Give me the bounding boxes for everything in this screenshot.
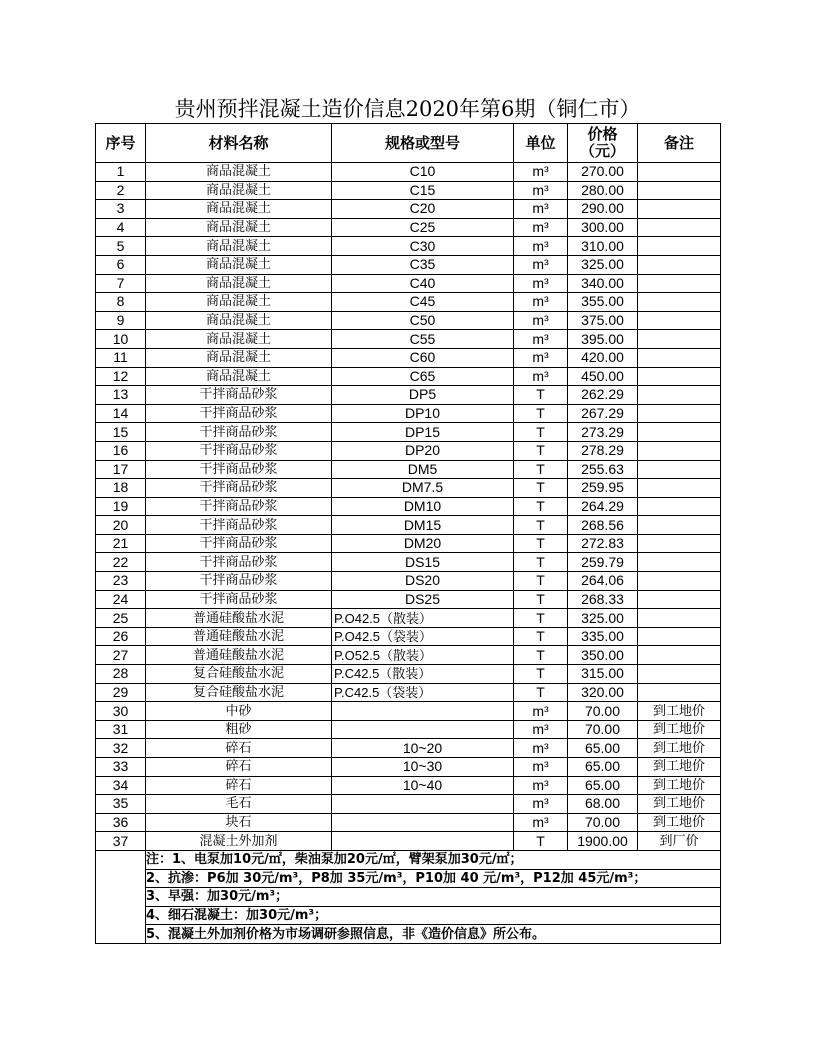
price-cell: 320.00 [568, 683, 638, 702]
unit-cell: T [514, 683, 568, 702]
spec-model-cell: C15 [332, 181, 514, 200]
remark-cell: 到工地价 [638, 795, 721, 814]
price-cell: 270.00 [568, 163, 638, 182]
spec-model-cell: P.O42.5（散装） [332, 609, 514, 628]
price-cell: 259.95 [568, 479, 638, 498]
row-number-cell: 32 [96, 739, 146, 758]
unit-cell: T [514, 590, 568, 609]
row-number-cell: 10 [96, 330, 146, 349]
material-name-cell: 中砂 [146, 702, 332, 721]
table-row [96, 832, 721, 851]
note-text: 5、混凝土外加剂价格为市场调研参照信息，非《造价信息》所公布。 [146, 925, 721, 944]
table-row [96, 720, 721, 739]
material-name-cell: 商品混凝土 [146, 163, 332, 182]
material-name-cell: 普通硅酸盐水泥 [146, 646, 332, 665]
row-number-cell: 9 [96, 311, 146, 330]
remark-cell [638, 627, 721, 646]
price-cell: 280.00 [568, 181, 638, 200]
spec-model-cell: C10 [332, 163, 514, 182]
table-row [96, 479, 721, 498]
spec-model-cell: P.C42.5（袋装） [332, 683, 514, 702]
table-row [96, 497, 721, 516]
remark-cell: 到工地价 [638, 776, 721, 795]
material-name-cell: 干拌商品砂浆 [146, 479, 332, 498]
price-cell: 268.56 [568, 516, 638, 535]
table-row [96, 348, 721, 367]
table-row [96, 460, 721, 479]
table-row [96, 163, 721, 182]
unit-cell: m³ [514, 255, 568, 274]
table-row [96, 534, 721, 553]
row-number-cell: 4 [96, 218, 146, 237]
remark-cell [638, 460, 721, 479]
remark-cell [638, 646, 721, 665]
row-number-cell: 13 [96, 386, 146, 405]
row-number-cell: 18 [96, 479, 146, 498]
spec-model-cell: C60 [332, 348, 514, 367]
spec-model-cell: C40 [332, 274, 514, 293]
row-number-cell: 34 [96, 776, 146, 795]
note-row [96, 906, 721, 925]
unit-cell: m³ [514, 702, 568, 721]
spec-model-cell: DM7.5 [332, 479, 514, 498]
material-name-cell: 商品混凝土 [146, 293, 332, 312]
spec-model-cell: DP10 [332, 404, 514, 423]
remark-cell [638, 479, 721, 498]
material-name-cell: 块石 [146, 813, 332, 832]
price-cell: 420.00 [568, 348, 638, 367]
material-name-cell: 粗砂 [146, 720, 332, 739]
material-name-cell: 商品混凝土 [146, 255, 332, 274]
table-row [96, 683, 721, 702]
material-name-cell: 商品混凝土 [146, 237, 332, 256]
unit-cell: T [514, 609, 568, 628]
note-text: 注：1、电泵加10元/㎡，柴油泵加20元/㎡，臂架泵加30元/㎡； [146, 850, 721, 869]
spec-model-cell: C45 [332, 293, 514, 312]
row-number-cell: 27 [96, 646, 146, 665]
note-row [96, 869, 721, 888]
row-number-cell: 15 [96, 423, 146, 442]
material-name-cell: 干拌商品砂浆 [146, 386, 332, 405]
spec-model-cell: DM20 [332, 534, 514, 553]
price-cell: 350.00 [568, 646, 638, 665]
price-cell: 267.29 [568, 404, 638, 423]
price-table [95, 123, 721, 944]
material-name-cell: 碎石 [146, 739, 332, 758]
material-name-cell: 干拌商品砂浆 [146, 404, 332, 423]
remark-cell [638, 181, 721, 200]
row-number-cell: 12 [96, 367, 146, 386]
row-number-cell: 35 [96, 795, 146, 814]
note-gutter [96, 925, 146, 944]
material-name-cell: 复合硅酸盐水泥 [146, 665, 332, 684]
remark-cell: 到厂价 [638, 832, 721, 851]
unit-cell: T [514, 460, 568, 479]
price-cell: 70.00 [568, 813, 638, 832]
remark-cell [638, 683, 721, 702]
remark-cell [638, 423, 721, 442]
header-price-line2: （元） [579, 142, 625, 160]
table-row [96, 572, 721, 591]
row-number-cell: 7 [96, 274, 146, 293]
row-number-cell: 17 [96, 460, 146, 479]
table-header-row [96, 124, 721, 163]
remark-cell [638, 200, 721, 219]
remark-cell [638, 218, 721, 237]
table-row [96, 516, 721, 535]
spec-model-cell [332, 813, 514, 832]
material-name-cell: 普通硅酸盐水泥 [146, 627, 332, 646]
price-cell: 65.00 [568, 739, 638, 758]
spec-model-cell: 10~30 [332, 758, 514, 777]
spec-model-cell: C65 [332, 367, 514, 386]
spec-model-cell: P.O42.5（袋装） [332, 627, 514, 646]
price-cell: 264.29 [568, 497, 638, 516]
unit-cell: m³ [514, 348, 568, 367]
note-row [96, 888, 721, 907]
price-cell: 65.00 [568, 776, 638, 795]
row-number-cell: 23 [96, 572, 146, 591]
note-text: 3、早强：加30元/m³； [146, 888, 721, 907]
table-row [96, 423, 721, 442]
spec-model-cell: C50 [332, 311, 514, 330]
spec-model-cell: DS25 [332, 590, 514, 609]
material-name-cell: 混凝土外加剂 [146, 832, 332, 851]
unit-cell: m³ [514, 200, 568, 219]
remark-cell [638, 348, 721, 367]
unit-cell: T [514, 497, 568, 516]
price-cell: 70.00 [568, 720, 638, 739]
spec-model-cell: DP15 [332, 423, 514, 442]
note-gutter [96, 850, 146, 869]
price-cell: 325.00 [568, 255, 638, 274]
unit-cell: m³ [514, 720, 568, 739]
material-name-cell: 复合硅酸盐水泥 [146, 683, 332, 702]
material-name-cell: 商品混凝土 [146, 218, 332, 237]
row-number-cell: 3 [96, 200, 146, 219]
row-number-cell: 29 [96, 683, 146, 702]
price-cell: 70.00 [568, 702, 638, 721]
spec-model-cell: DS20 [332, 572, 514, 591]
row-number-cell: 22 [96, 553, 146, 572]
remark-cell [638, 609, 721, 628]
remark-cell [638, 293, 721, 312]
price-cell: 375.00 [568, 311, 638, 330]
price-cell: 290.00 [568, 200, 638, 219]
notes-section [96, 850, 721, 943]
price-cell: 259.79 [568, 553, 638, 572]
material-name-cell: 干拌商品砂浆 [146, 553, 332, 572]
spec-model-cell: DM15 [332, 516, 514, 535]
row-number-cell: 24 [96, 590, 146, 609]
row-number-cell: 37 [96, 832, 146, 851]
unit-cell: m³ [514, 274, 568, 293]
spec-model-cell: C30 [332, 237, 514, 256]
remark-cell [638, 163, 721, 182]
unit-cell: m³ [514, 776, 568, 795]
remark-cell [638, 441, 721, 460]
material-name-cell: 干拌商品砂浆 [146, 423, 332, 442]
spec-model-cell: DM10 [332, 497, 514, 516]
table-row [96, 553, 721, 572]
remark-cell [638, 572, 721, 591]
header-note: 备注 [638, 124, 721, 163]
spec-model-cell: DS15 [332, 553, 514, 572]
spec-model-cell: DP5 [332, 386, 514, 405]
spec-model-cell: P.C42.5（散装） [332, 665, 514, 684]
unit-cell: T [514, 832, 568, 851]
unit-cell: m³ [514, 163, 568, 182]
spec-model-cell: C20 [332, 200, 514, 219]
spec-model-cell: DM5 [332, 460, 514, 479]
remark-cell [638, 404, 721, 423]
row-number-cell: 6 [96, 255, 146, 274]
row-number-cell: 33 [96, 758, 146, 777]
unit-cell: T [514, 534, 568, 553]
row-number-cell: 28 [96, 665, 146, 684]
unit-cell: m³ [514, 237, 568, 256]
table-row [96, 311, 721, 330]
unit-cell: m³ [514, 181, 568, 200]
unit-cell: T [514, 479, 568, 498]
material-name-cell: 商品混凝土 [146, 200, 332, 219]
row-number-cell: 14 [96, 404, 146, 423]
price-cell: 262.29 [568, 386, 638, 405]
row-number-cell: 11 [96, 348, 146, 367]
price-cell: 395.00 [568, 330, 638, 349]
spec-model-cell: P.O52.5（散装） [332, 646, 514, 665]
header-price [568, 124, 638, 163]
material-name-cell: 商品混凝土 [146, 348, 332, 367]
table-row [96, 702, 721, 721]
price-cell: 273.29 [568, 423, 638, 442]
remark-cell: 到工地价 [638, 739, 721, 758]
note-row [96, 850, 721, 869]
header-name: 材料名称 [146, 124, 332, 163]
spec-model-cell [332, 720, 514, 739]
material-name-cell: 毛石 [146, 795, 332, 814]
price-cell: 255.63 [568, 460, 638, 479]
unit-cell: m³ [514, 739, 568, 758]
remark-cell [638, 330, 721, 349]
material-name-cell: 干拌商品砂浆 [146, 590, 332, 609]
note-text: 2、抗渗：P6加 30元/m³，P8加 35元/m³，P10加 40 元/m³，P12加 45元/m³； [146, 869, 721, 888]
table-row [96, 274, 721, 293]
price-cell: 268.33 [568, 590, 638, 609]
remark-cell: 到工地价 [638, 702, 721, 721]
remark-cell: 到工地价 [638, 813, 721, 832]
table-row [96, 665, 721, 684]
remark-cell [638, 516, 721, 535]
row-number-cell: 19 [96, 497, 146, 516]
note-row [96, 925, 721, 944]
table-row [96, 776, 721, 795]
table-row [96, 181, 721, 200]
price-cell: 272.83 [568, 534, 638, 553]
row-number-cell: 26 [96, 627, 146, 646]
table-row [96, 646, 721, 665]
spec-model-cell [332, 832, 514, 851]
unit-cell: T [514, 646, 568, 665]
page-title: 贵州预拌混凝土造价信息2020年第6期（铜仁市） [174, 97, 641, 121]
remark-cell [638, 237, 721, 256]
material-name-cell: 干拌商品砂浆 [146, 534, 332, 553]
header-unit: 单位 [514, 124, 568, 163]
material-name-cell: 普通硅酸盐水泥 [146, 609, 332, 628]
price-cell: 310.00 [568, 237, 638, 256]
material-name-cell: 商品混凝土 [146, 330, 332, 349]
table-row [96, 386, 721, 405]
remark-cell [638, 553, 721, 572]
unit-cell: T [514, 441, 568, 460]
material-name-cell: 干拌商品砂浆 [146, 441, 332, 460]
unit-cell: T [514, 627, 568, 646]
spec-model-cell [332, 795, 514, 814]
material-name-cell: 干拌商品砂浆 [146, 497, 332, 516]
price-cell: 68.00 [568, 795, 638, 814]
price-cell: 264.06 [568, 572, 638, 591]
row-number-cell: 16 [96, 441, 146, 460]
table-row [96, 404, 721, 423]
row-number-cell: 1 [96, 163, 146, 182]
table-row [96, 218, 721, 237]
unit-cell: m³ [514, 218, 568, 237]
unit-cell: T [514, 516, 568, 535]
price-cell: 340.00 [568, 274, 638, 293]
remark-cell [638, 386, 721, 405]
row-number-cell: 20 [96, 516, 146, 535]
unit-cell: T [514, 404, 568, 423]
price-cell: 65.00 [568, 758, 638, 777]
material-name-cell: 碎石 [146, 758, 332, 777]
row-number-cell: 5 [96, 237, 146, 256]
row-number-cell: 25 [96, 609, 146, 628]
table-row [96, 441, 721, 460]
note-gutter [96, 869, 146, 888]
remark-cell [638, 274, 721, 293]
unit-cell: m³ [514, 367, 568, 386]
table-row [96, 255, 721, 274]
unit-cell: T [514, 665, 568, 684]
remark-cell [638, 497, 721, 516]
remark-cell [638, 311, 721, 330]
unit-cell: m³ [514, 795, 568, 814]
table-row [96, 200, 721, 219]
table-row [96, 293, 721, 312]
material-name-cell: 干拌商品砂浆 [146, 572, 332, 591]
price-cell: 300.00 [568, 218, 638, 237]
price-cell: 355.00 [568, 293, 638, 312]
material-name-cell: 碎石 [146, 776, 332, 795]
remark-cell: 到工地价 [638, 758, 721, 777]
table-row [96, 330, 721, 349]
remark-cell [638, 534, 721, 553]
table-row [96, 813, 721, 832]
table-row [96, 795, 721, 814]
price-cell: 450.00 [568, 367, 638, 386]
spec-model-cell: C55 [332, 330, 514, 349]
row-number-cell: 36 [96, 813, 146, 832]
remark-cell [638, 665, 721, 684]
spec-model-cell: C35 [332, 255, 514, 274]
unit-cell: m³ [514, 330, 568, 349]
header-no: 序号 [96, 124, 146, 163]
price-cell: 315.00 [568, 665, 638, 684]
unit-cell: m³ [514, 311, 568, 330]
price-cell: 1900.00 [568, 832, 638, 851]
table-row [96, 237, 721, 256]
unit-cell: T [514, 386, 568, 405]
unit-cell: T [514, 553, 568, 572]
row-number-cell: 8 [96, 293, 146, 312]
price-cell: 335.00 [568, 627, 638, 646]
table-row [96, 609, 721, 628]
row-number-cell: 2 [96, 181, 146, 200]
material-name-cell: 商品混凝土 [146, 181, 332, 200]
unit-cell: m³ [514, 293, 568, 312]
header-price-line1: 价格 [587, 125, 618, 143]
unit-cell: m³ [514, 813, 568, 832]
spec-model-cell: 10~40 [332, 776, 514, 795]
spec-model-cell: 10~20 [332, 739, 514, 758]
material-name-cell: 干拌商品砂浆 [146, 516, 332, 535]
remark-cell [638, 590, 721, 609]
table-row [96, 367, 721, 386]
material-name-cell: 干拌商品砂浆 [146, 460, 332, 479]
table-body [96, 163, 721, 851]
note-text: 4、细石混凝土：加30元/m³； [146, 906, 721, 925]
table-row [96, 758, 721, 777]
material-name-cell: 商品混凝土 [146, 274, 332, 293]
table-row [96, 590, 721, 609]
spec-model-cell: C25 [332, 218, 514, 237]
price-cell: 325.00 [568, 609, 638, 628]
remark-cell: 到工地价 [638, 720, 721, 739]
price-cell: 278.29 [568, 441, 638, 460]
note-gutter [96, 906, 146, 925]
header-spec: 规格或型号 [332, 124, 514, 163]
unit-cell: T [514, 423, 568, 442]
spec-model-cell: DP20 [332, 441, 514, 460]
remark-cell [638, 367, 721, 386]
note-gutter [96, 888, 146, 907]
table-row [96, 627, 721, 646]
material-name-cell: 商品混凝土 [146, 367, 332, 386]
spec-model-cell [332, 702, 514, 721]
row-number-cell: 21 [96, 534, 146, 553]
row-number-cell: 30 [96, 702, 146, 721]
unit-cell: T [514, 572, 568, 591]
unit-cell: m³ [514, 758, 568, 777]
table-row [96, 739, 721, 758]
row-number-cell: 31 [96, 720, 146, 739]
remark-cell [638, 255, 721, 274]
material-name-cell: 商品混凝土 [146, 311, 332, 330]
